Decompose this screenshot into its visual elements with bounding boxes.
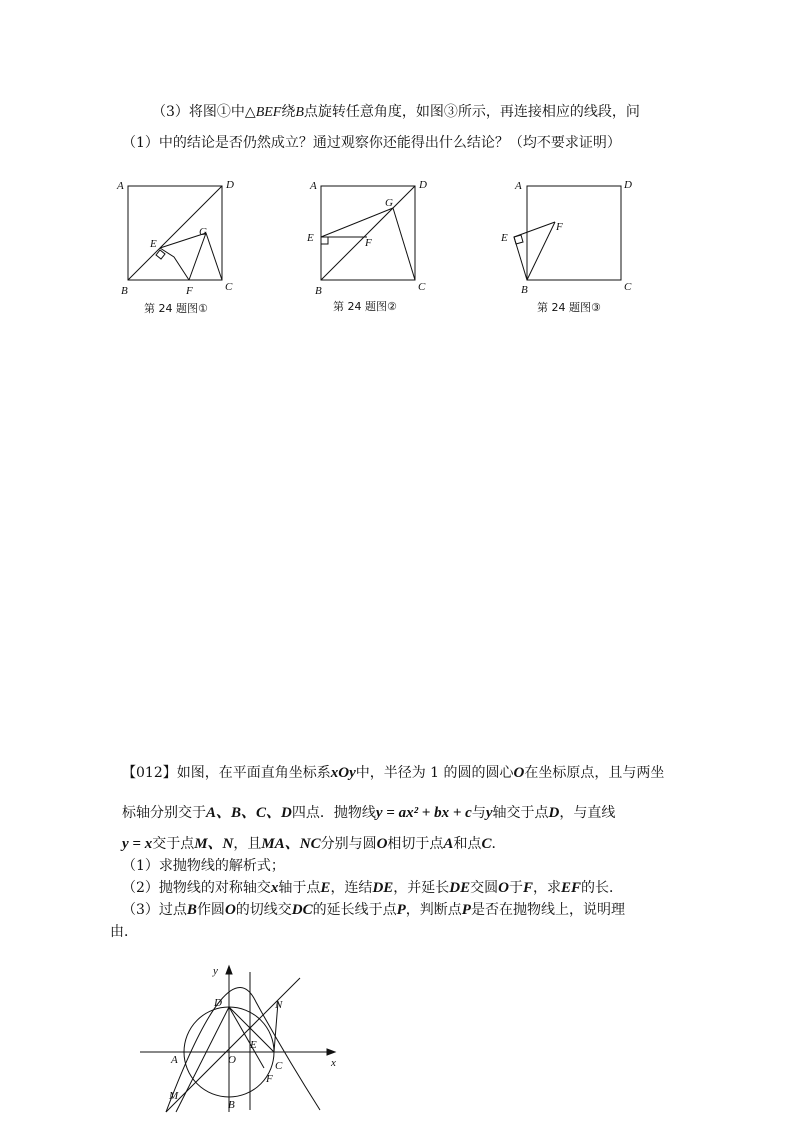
fig3-right-angle-mark <box>514 235 523 244</box>
p012-b: B <box>186 902 197 918</box>
fig1-label-d: D <box>226 179 234 191</box>
p012-q2 <box>122 879 623 897</box>
p012-q3-t3: 的切线交 <box>235 902 292 918</box>
fig2-caption: 第 24 题图② <box>333 300 397 313</box>
p012-t12: 相切于点 <box>387 836 444 852</box>
fig3-label-c: C <box>624 281 632 293</box>
p012-q2-t8: 的长． <box>581 880 623 896</box>
p012-t11: 分别与圆 <box>320 836 377 852</box>
p012-line1 <box>122 764 664 782</box>
p012-t3: 在坐标原点，且与两坐 <box>524 765 665 781</box>
graph-label-d: D <box>214 997 222 1009</box>
graph-label-f: F <box>266 1073 273 1085</box>
p012-de1: DE <box>372 880 394 896</box>
graph-label-a: A <box>171 1054 178 1066</box>
fig2-label-e: E <box>307 232 314 244</box>
fig1-line-gc <box>206 233 222 280</box>
p012-xoy: xOy <box>330 765 356 781</box>
fig2-line-gc <box>393 208 415 280</box>
figure-24-1 <box>112 175 252 320</box>
p012-q2-t3: ，连结 <box>330 880 373 896</box>
p012-o2: O <box>376 836 388 852</box>
fig2-label-b: B <box>315 285 322 297</box>
p012-t5: 四点．抛物线 <box>291 805 376 821</box>
p012-mn: M、N <box>194 836 234 852</box>
p012-p1: P <box>396 902 406 918</box>
fig1-caption: 第 24 题图① <box>144 302 208 315</box>
fig3-label-a: A <box>515 180 522 192</box>
p012-t13: 和点 <box>453 836 482 852</box>
figure-24-3 <box>497 175 637 320</box>
p012-t1: 如图，在平面直角坐标系 <box>176 765 331 781</box>
x-axis-arrow-icon <box>327 1049 335 1055</box>
p012-q2-t1: （2）抛物线的对称轴交 <box>122 880 271 896</box>
fig2-label-g: G <box>385 197 393 209</box>
coordinate-graph <box>135 960 365 1115</box>
fig1-triangle-ef <box>160 248 189 280</box>
p24-text-c: 点旋转任意角度，如图③所示，再连接相应的线段，问 <box>303 104 640 120</box>
p012-q1 <box>122 857 285 875</box>
p012-t9: 交于点 <box>152 836 195 852</box>
p012-ef: EF <box>560 880 581 896</box>
p012-q2-t2: 轴于点 <box>278 880 321 896</box>
p012-ma-nc: MA、NC <box>261 836 321 852</box>
fig2-label-d: D <box>419 179 427 191</box>
p012-q3-line2 <box>110 923 138 941</box>
p012-line3 <box>122 835 505 853</box>
graph-label-c: C <box>275 1060 283 1072</box>
p012-q1-text: （1）求抛物线的解析式； <box>122 858 285 874</box>
p012-p2: P <box>461 902 471 918</box>
p012-tag: 【012】 <box>122 765 177 781</box>
fig2-line-eg <box>321 208 393 237</box>
p012-f: F <box>522 880 533 896</box>
p012-q3 <box>122 901 625 919</box>
p24-part3-line1 <box>152 103 640 122</box>
fig2-label-a: A <box>310 180 317 192</box>
p24-bef: BEF <box>255 105 282 120</box>
p012-e: E <box>320 880 331 896</box>
fig1-label-f: F <box>186 285 193 297</box>
p012-t6: 与 <box>471 805 486 821</box>
p012-q3-t1: （3）过点 <box>122 902 187 918</box>
p012-q3-t2: 作圆 <box>196 902 225 918</box>
p012-q2-t7: ，求 <box>532 880 561 896</box>
fig3-label-b: B <box>521 284 528 296</box>
p012-a: A <box>443 836 454 852</box>
graph-label-o: O <box>228 1054 236 1066</box>
fig1-label-e: E <box>150 238 157 250</box>
p24-b: B <box>295 105 304 120</box>
p24-text-a: （3）将图①中△ <box>152 104 256 120</box>
p012-y: y <box>485 805 493 821</box>
p012-q3-t6: 是否在抛物线上，说明理 <box>470 902 625 918</box>
fig3-label-e: E <box>501 232 508 244</box>
p012-t7: 轴交于点 <box>492 805 549 821</box>
fig1-label-c: C <box>225 281 233 293</box>
p012-o3: O <box>498 880 509 896</box>
p012-t2: 中，半径为 1 的圆的圆心 <box>355 765 514 781</box>
fig1-label-g: G <box>199 226 207 238</box>
fig2-label-f: F <box>365 237 372 249</box>
fig2-label-c: C <box>418 281 426 293</box>
graph-label-n: N <box>275 999 283 1011</box>
p012-q2-t4: ，并延长 <box>393 880 450 896</box>
p012-c: C <box>481 836 492 852</box>
p012-q2-t6: 于 <box>508 880 523 896</box>
p012-line2 <box>122 804 615 822</box>
fig3-label-f: F <box>556 221 563 233</box>
fig3-caption: 第 24 题图③ <box>537 301 601 314</box>
graph-label-e: E <box>250 1039 257 1051</box>
parabola-curve <box>166 987 320 1112</box>
p012-o4: O <box>224 902 236 918</box>
fig1-line-gf <box>189 233 206 280</box>
y-axis-arrow-icon <box>226 966 232 974</box>
p012-t8: ，与直线 <box>559 805 616 821</box>
p012-abcd: A、B、C、D <box>206 805 292 821</box>
fig1-diagonal-bd <box>128 186 222 280</box>
p012-dc: DC <box>291 902 313 918</box>
p012-o1: O <box>513 765 525 781</box>
fig3-label-d: D <box>624 179 632 191</box>
graph-label-x: x <box>331 1057 336 1069</box>
p012-x: x <box>270 880 279 896</box>
p24-part3-line2 <box>122 134 621 152</box>
figure-24-2 <box>305 175 445 320</box>
p012-q2-t5: 交圆 <box>470 880 499 896</box>
p012-q3-t4: 的延长线于点 <box>312 902 397 918</box>
fig3-square <box>527 186 621 280</box>
p012-t14: ． <box>491 836 506 852</box>
p012-parabola-eq: y = ax² + bx + c <box>375 805 472 821</box>
fig1-label-a: A <box>117 180 124 192</box>
fig2-right-angle-mark <box>321 237 328 244</box>
graph-label-b: B <box>228 1099 235 1111</box>
p012-q3-t5: ，判断点 <box>405 902 462 918</box>
graph-label-m: M <box>169 1090 179 1102</box>
p012-de2: DE <box>449 880 471 896</box>
p012-d: D <box>548 805 560 821</box>
fig1-label-b: B <box>121 285 128 297</box>
p012-q3-t7: 由． <box>110 924 138 940</box>
p012-line-eq: y = x <box>122 836 153 852</box>
graph-label-y: y <box>213 965 218 977</box>
p24-text-b: 绕 <box>281 104 296 120</box>
p012-t10: ，且 <box>233 836 262 852</box>
p24-text-line2: （1）中的结论是否仍然成立？通过观察你还能得出什么结论？（均不要求证明） <box>122 135 621 151</box>
p012-t4: 标轴分别交于 <box>122 805 206 821</box>
